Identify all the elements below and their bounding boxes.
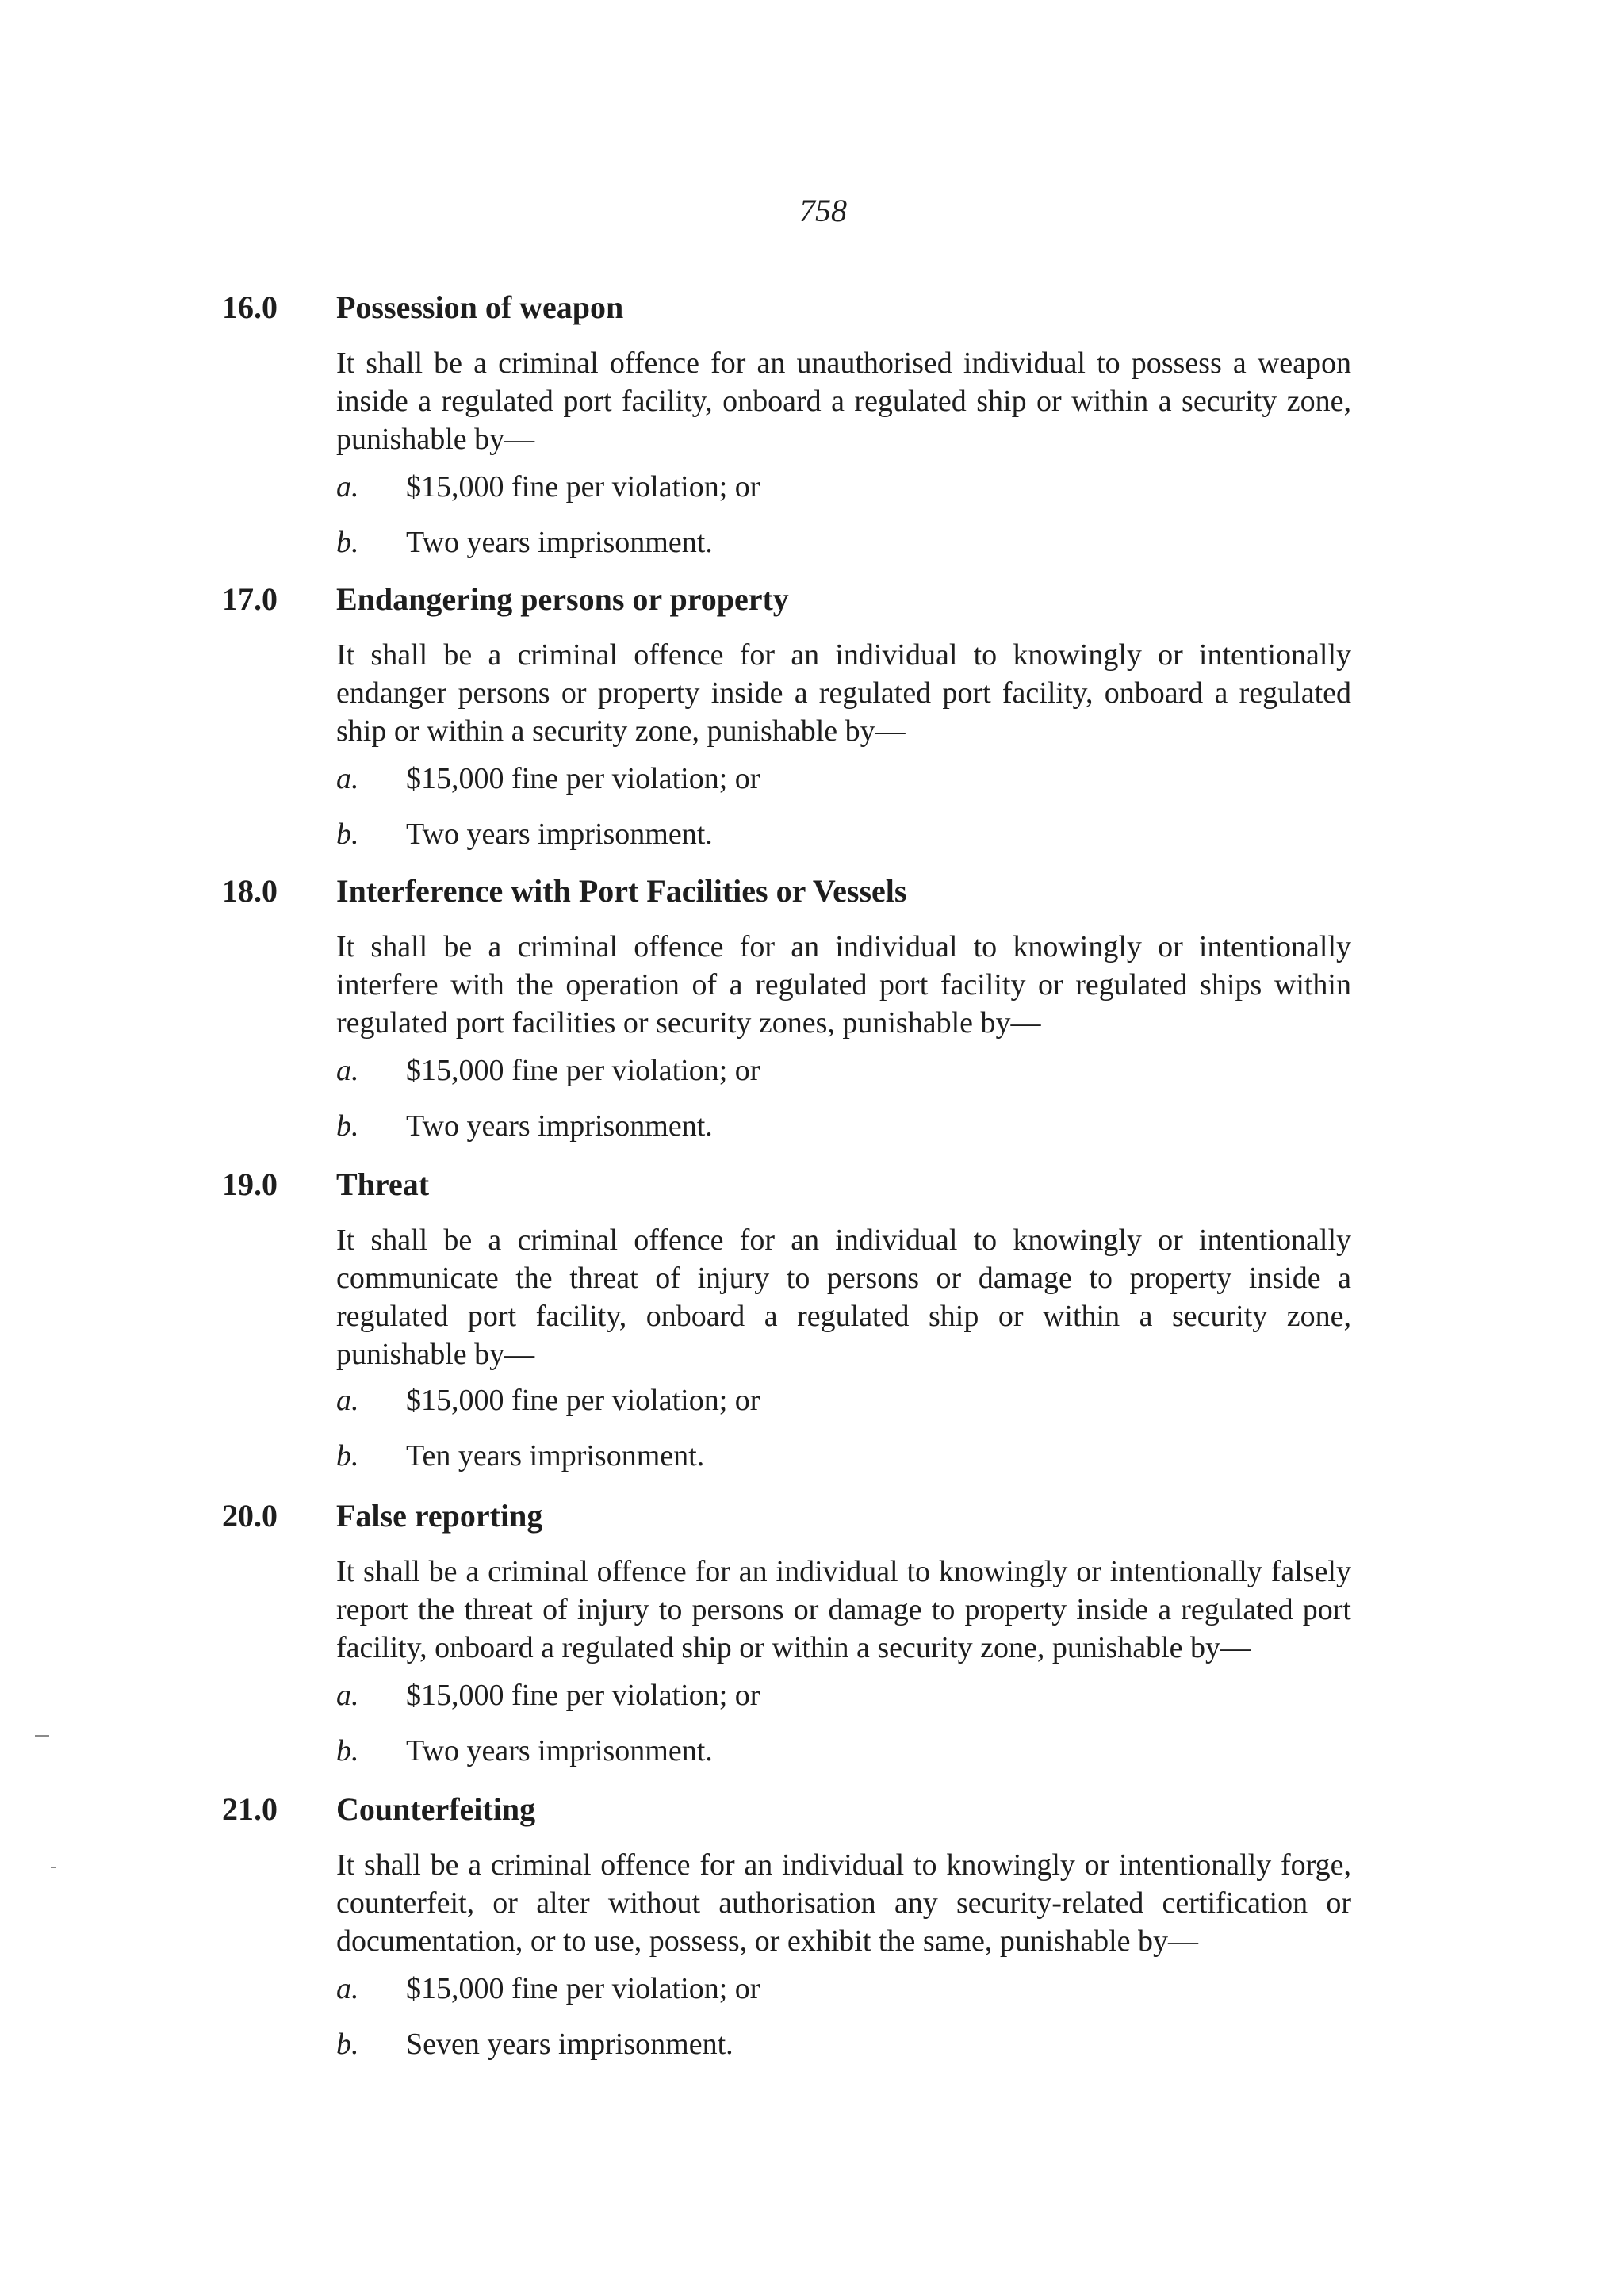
list-text: $15,000 fine per violation; or	[406, 1679, 760, 1712]
list-text: $15,000 fine per violation; or	[406, 1054, 760, 1087]
section-number: 21.0	[222, 1791, 278, 1827]
list-marker: b.	[336, 1439, 359, 1473]
list-item	[336, 523, 760, 561]
list-text: Seven years imprisonment.	[406, 2028, 733, 2061]
list-text: Two years imprisonment.	[406, 526, 713, 559]
list-item	[336, 1437, 760, 1475]
list-text: Ten years imprisonment.	[406, 1439, 705, 1473]
penalty-list	[336, 468, 760, 561]
list-marker: a.	[336, 762, 359, 795]
list-text: $15,000 fine per violation; or	[406, 1384, 760, 1417]
section-title: Threat	[336, 1166, 430, 1202]
list-marker: a.	[336, 1054, 359, 1087]
list-marker: b.	[336, 1734, 359, 1767]
list-text: Two years imprisonment.	[406, 818, 713, 851]
section-number: 17.0	[222, 581, 278, 617]
section-body: It shall be a criminal offence for an unauthorised individual to possess a weapon inside a regulated port facility, onboard a regulated ship or within a security zone, punishable by—	[336, 347, 1351, 456]
section-number: 19.0	[222, 1166, 278, 1202]
penalty-list	[336, 1381, 760, 1475]
list-marker: a.	[336, 1384, 359, 1417]
section-title: Counterfeiting	[336, 1791, 536, 1827]
list-text: Two years imprisonment.	[406, 1734, 713, 1767]
penalty-list	[336, 1051, 760, 1145]
section-number: 20.0	[222, 1498, 278, 1534]
list-marker: b.	[336, 1109, 359, 1143]
list-item	[336, 1381, 760, 1419]
section-title: Possession of weapon	[336, 289, 624, 325]
section-number: 16.0	[222, 289, 278, 325]
list-marker: a.	[336, 1972, 359, 2005]
list-text: $15,000 fine per violation; or	[406, 762, 760, 795]
penalty-list	[336, 760, 760, 853]
list-item	[336, 760, 760, 798]
list-marker: b.	[336, 2028, 359, 2061]
scan-mark	[35, 1735, 49, 1737]
list-item	[336, 815, 760, 853]
list-marker: b.	[336, 818, 359, 851]
list-item	[336, 468, 760, 506]
list-marker: a.	[336, 1679, 359, 1712]
list-text: $15,000 fine per violation; or	[406, 470, 760, 504]
section-body: It shall be a criminal offence for an individual to knowingly or intentionally endanger persons or property inside a regulated port facility, onboard a regulated ship or within a security zone, punishable by—	[336, 638, 1351, 748]
penalty-list	[336, 1970, 760, 2063]
section-body: It shall be a criminal offence for an individual to knowingly or intentionally communicate the threat of injury to persons or damage to property inside a regulated port facility, onboard a regulated ship or within a security zone, punishable by—	[336, 1224, 1351, 1371]
section-body: It shall be a criminal offence for an individual to knowingly or intentionally falsely report the threat of injury to persons or damage to property inside a regulated port facility, onboard a regulated ship or within a security zone, punishable by—	[336, 1555, 1351, 1664]
section-title: Endangering persons or property	[336, 581, 789, 617]
section-title: False reporting	[336, 1498, 543, 1534]
list-item	[336, 1051, 760, 1090]
list-marker: b.	[336, 526, 359, 559]
page-number: 758	[799, 193, 847, 228]
scan-mark	[51, 1867, 56, 1868]
section-body: It shall be a criminal offence for an individual to knowingly or intentionally interfere with the operation of a regulated port facility or regulated ships within regulated port facilities or security zones, punishable by—	[336, 930, 1351, 1040]
list-text: $15,000 fine per violation; or	[406, 1972, 760, 2005]
list-text: Two years imprisonment.	[406, 1109, 713, 1143]
section-number: 18.0	[222, 873, 278, 909]
list-item	[336, 2025, 760, 2063]
list-marker: a.	[336, 470, 359, 504]
penalty-list	[336, 1676, 760, 1770]
list-item	[336, 1107, 760, 1145]
list-item	[336, 1676, 760, 1714]
section-body: It shall be a criminal offence for an individual to knowingly or intentionally forge, counterfeit, or alter without authorisation any security-related certification or documentation, or to use, possess, or exhibit the same, punishable by—	[336, 1848, 1351, 1958]
list-item	[336, 1970, 760, 2008]
section-title: Interference with Port Facilities or Vessels	[336, 873, 907, 909]
list-item	[336, 1732, 760, 1770]
